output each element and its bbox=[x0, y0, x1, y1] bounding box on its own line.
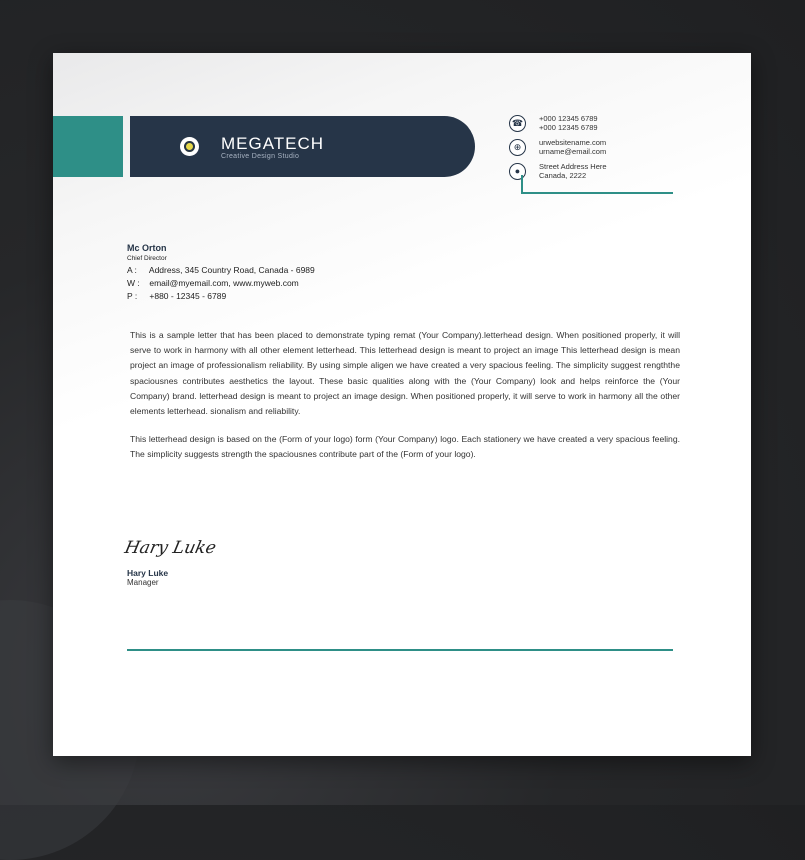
contact-phone-1: +000 12345 6789 bbox=[539, 114, 598, 123]
letterhead-page bbox=[53, 53, 751, 756]
recipient-phone bbox=[127, 291, 315, 301]
footer-divider bbox=[127, 649, 673, 651]
signer-role: Manager bbox=[127, 578, 159, 587]
address-label: A : bbox=[127, 265, 137, 275]
web-label: W : bbox=[127, 278, 140, 288]
header-teal-block bbox=[53, 116, 123, 177]
phone-value: +880 - 12345 - 6789 bbox=[149, 291, 227, 301]
globe-icon: ⊕ bbox=[509, 139, 526, 156]
body-paragraph-2: This letterhead design is based on the (Form of your logo) form (Your Company) logo. Each stationery we have created a very spacious feeling. The simplicity suggests strength the spaciousnes contribute part of the (Form of your logo). bbox=[130, 434, 680, 460]
signature-script: Hary Luke bbox=[122, 538, 218, 558]
phone-label: P : bbox=[127, 291, 138, 301]
letter-body bbox=[130, 328, 680, 476]
contact-phone-2: +000 12345 6789 bbox=[539, 123, 598, 132]
contact-accent-line-vertical bbox=[521, 175, 523, 193]
address-value: Address, 345 Country Road, Canada - 6989 bbox=[148, 265, 315, 275]
body-paragraph-1: This is a sample letter that has been placed to demonstrate typing remat (Your Company).letterhead design. When positioned properly, it will serve to work in harmony with all other element letterhead. This letterhead design is meant to project an image This letterhead design is mean project an image of professionalism reliability. By using simple aligen we have created a very spacious feeling. The simplicity suggest rengththe spaciousnes contributes aesthetics the layout. These basic qualities along with the (Your Company) look and helps reinforce the (Your Company) brand. letterhead design is meant to project an image design. When positioned properly, it will serve to work in harmony all the other elements letterhead. sionalism and reliability. bbox=[130, 330, 680, 417]
signer-name: Hary Luke bbox=[127, 568, 169, 578]
location-pin-icon: ● bbox=[509, 163, 526, 180]
recipient-web bbox=[127, 278, 315, 288]
header-banner bbox=[130, 116, 475, 177]
brand-tagline: Creative Design Studio bbox=[221, 153, 300, 160]
recipient-block bbox=[127, 243, 315, 301]
logo-icon bbox=[180, 137, 199, 156]
contact-address-2: Canada, 2222 bbox=[539, 171, 587, 180]
recipient-name: Mc Orton bbox=[127, 243, 167, 253]
contact-email: urname@email.com bbox=[539, 147, 607, 156]
contact-address-1: Street Address Here bbox=[539, 162, 607, 171]
recipient-address bbox=[127, 265, 315, 275]
brand-name: MEGATECH bbox=[221, 134, 325, 153]
phone-icon: ☎ bbox=[509, 115, 526, 132]
contact-website: urwebsitename.com bbox=[539, 138, 607, 147]
contact-accent-line-horizontal bbox=[521, 192, 673, 194]
recipient-title: Chief Director bbox=[127, 255, 167, 262]
web-value: email@myemail.com, www.myweb.com bbox=[149, 278, 299, 288]
